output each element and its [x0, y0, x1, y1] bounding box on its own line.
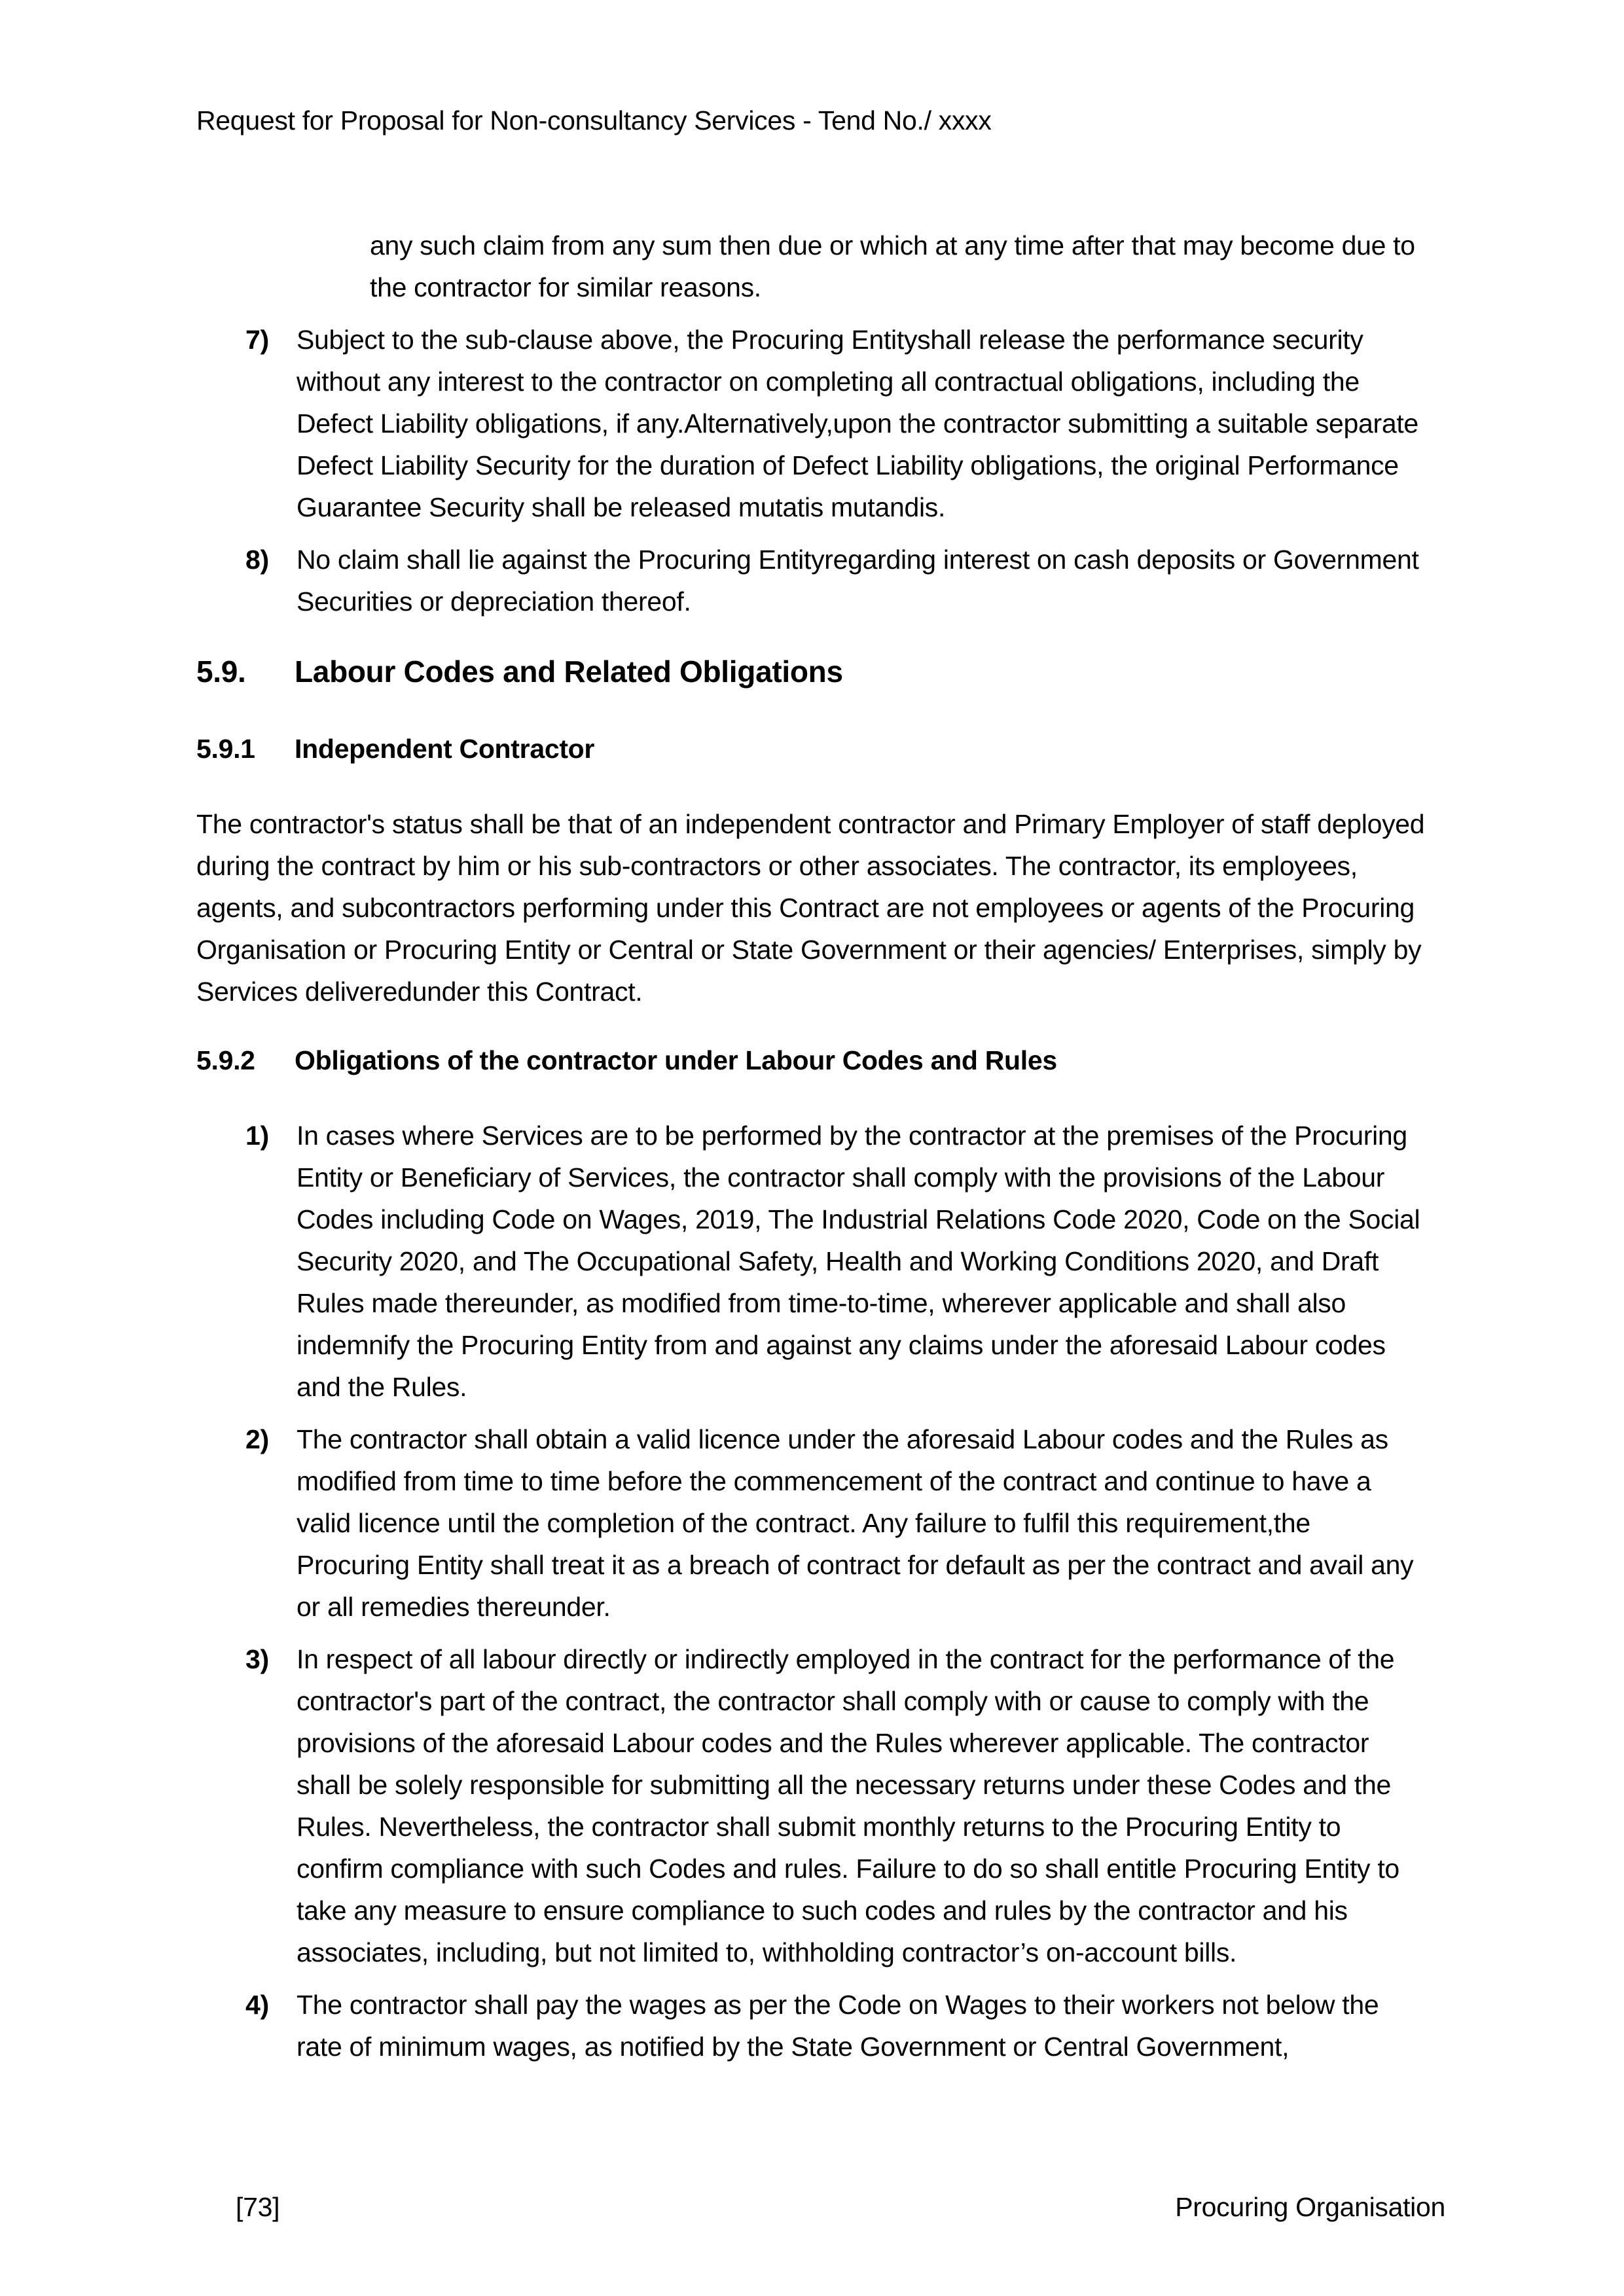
page-footer [236, 2186, 1445, 2228]
section-heading-5-9-2 [196, 1039, 1428, 1082]
numbered-list-labour-codes-obligations [196, 1115, 1428, 2068]
section-number: 5.9. [196, 655, 246, 689]
list-item-2 [245, 1418, 1428, 1628]
page-number: [73] [236, 2192, 280, 2222]
list-item-text: The contractor shall pay the wages as per the Code on Wages to their workers not below the rate of minimum wages, as notified by the State Government or Central Government, [297, 1990, 1379, 2062]
list-item-text: Subject to the sub-clause above, the Procuring Entityshall release the performance security without any interest to the contractor on completing all contractual obligations, including the Defect Liability obligations, if any.Alternatively,upon the contractor submitting a suitable separate Defect Liability Security for the duration of Defect Liability obligations, the original Performance Guarantee Security shall be released mutatis mutandis. [297, 325, 1418, 522]
running-header: Request for Proposal for Non-consultancy Services - Tend No./ xxxx [196, 105, 992, 135]
list-item-4 [245, 1984, 1428, 2068]
section-number: 5.9.2 [196, 1045, 255, 1075]
section-number: 5.9.1 [196, 734, 255, 764]
list-item-number: 2) [245, 1424, 269, 1454]
list-item-number: 3) [245, 1644, 269, 1674]
footer-organisation-label: Procuring Organisation [1175, 2192, 1445, 2222]
list-item-1 [245, 1115, 1428, 1408]
list-item-8 [245, 539, 1428, 622]
list-item-text: In cases where Services are to be performed by the contractor at the premises of the Procuring Entity or Beneficiary of Services, the contractor shall comply with the provisions of the Labour Codes including Code on Wages, 2019, The Industrial Relations Code 2020, Code on the Social Security 2020, and The Occupational Safety, Health and Working Conditions 2020, and Draft Rules made thereunder, as modified from time-to-time, wherever applicable and shall also indemnify the Procuring Entity from and against any claims under the aforesaid Labour codes and the Rules. [297, 1121, 1420, 1402]
section-heading-5-9 [196, 649, 1428, 694]
intro-continuation-paragraph: any such claim from any sum then due or which at any time after that may become due to the contractor for similar reasons. [370, 230, 1415, 302]
section-title: Labour Codes and Related Obligations [295, 655, 843, 689]
list-item-text: In respect of all labour directly or indirectly employed in the contract for the performance of the contractor's part of the contract, the contractor shall comply with or cause to comply with the provisions of the aforesaid Labour codes and the Rules wherever applicable. The contractor shall be solely responsible for submitting all the necessary returns under these Codes and the Rules. Nevertheless, the contractor shall submit monthly returns to the Procuring Entity to confirm compliance with such Codes and rules. Failure to do so shall entitle Procuring Entity to take any measure to ensure compliance to such codes and rules by the contractor and his associates, including, but not limited to, withholding contractor’s on-account bills. [297, 1644, 1399, 1967]
list-item-text: The contractor shall obtain a valid licence under the aforesaid Labour codes and the Rules as modified from time to time before the commencement of the contract and continue to have a valid licence until the completion of the contract. Any failure to fulfil this requirement,the Procuring Entity shall treat it as a breach of contract for default as per the contract and avail any or all remedies thereunder. [297, 1424, 1414, 1622]
list-item-3 [245, 1638, 1428, 1973]
independent-contractor-paragraph: The contractor's status shall be that of an independent contractor and Primary Employer of staff deployed during the contract by him or his sub-contractors or other associates. The contractor, its employees, agents, and subcontractors performing under this Contract are not employees or agents of the Procuring Organisation or Procuring Entity or Central or State Government or their agencies/ Enterprises, simply by Services deliveredunder this Contract. [196, 809, 1425, 1007]
list-item-number: 7) [245, 325, 269, 355]
list-item-number: 1) [245, 1121, 269, 1151]
section-title: Independent Contractor [295, 734, 595, 764]
list-item-number: 4) [245, 1990, 269, 2020]
section-title: Obligations of the contractor under Labour Codes and Rules [295, 1045, 1057, 1075]
section-heading-5-9-1 [196, 727, 1428, 770]
list-item-text: No claim shall lie against the Procuring Entityregarding interest on cash deposits or Government Securities or depreciation thereof. [297, 545, 1419, 617]
numbered-list-performance-security [196, 319, 1428, 622]
list-item-7 [245, 319, 1428, 528]
list-item-number: 8) [245, 545, 269, 575]
